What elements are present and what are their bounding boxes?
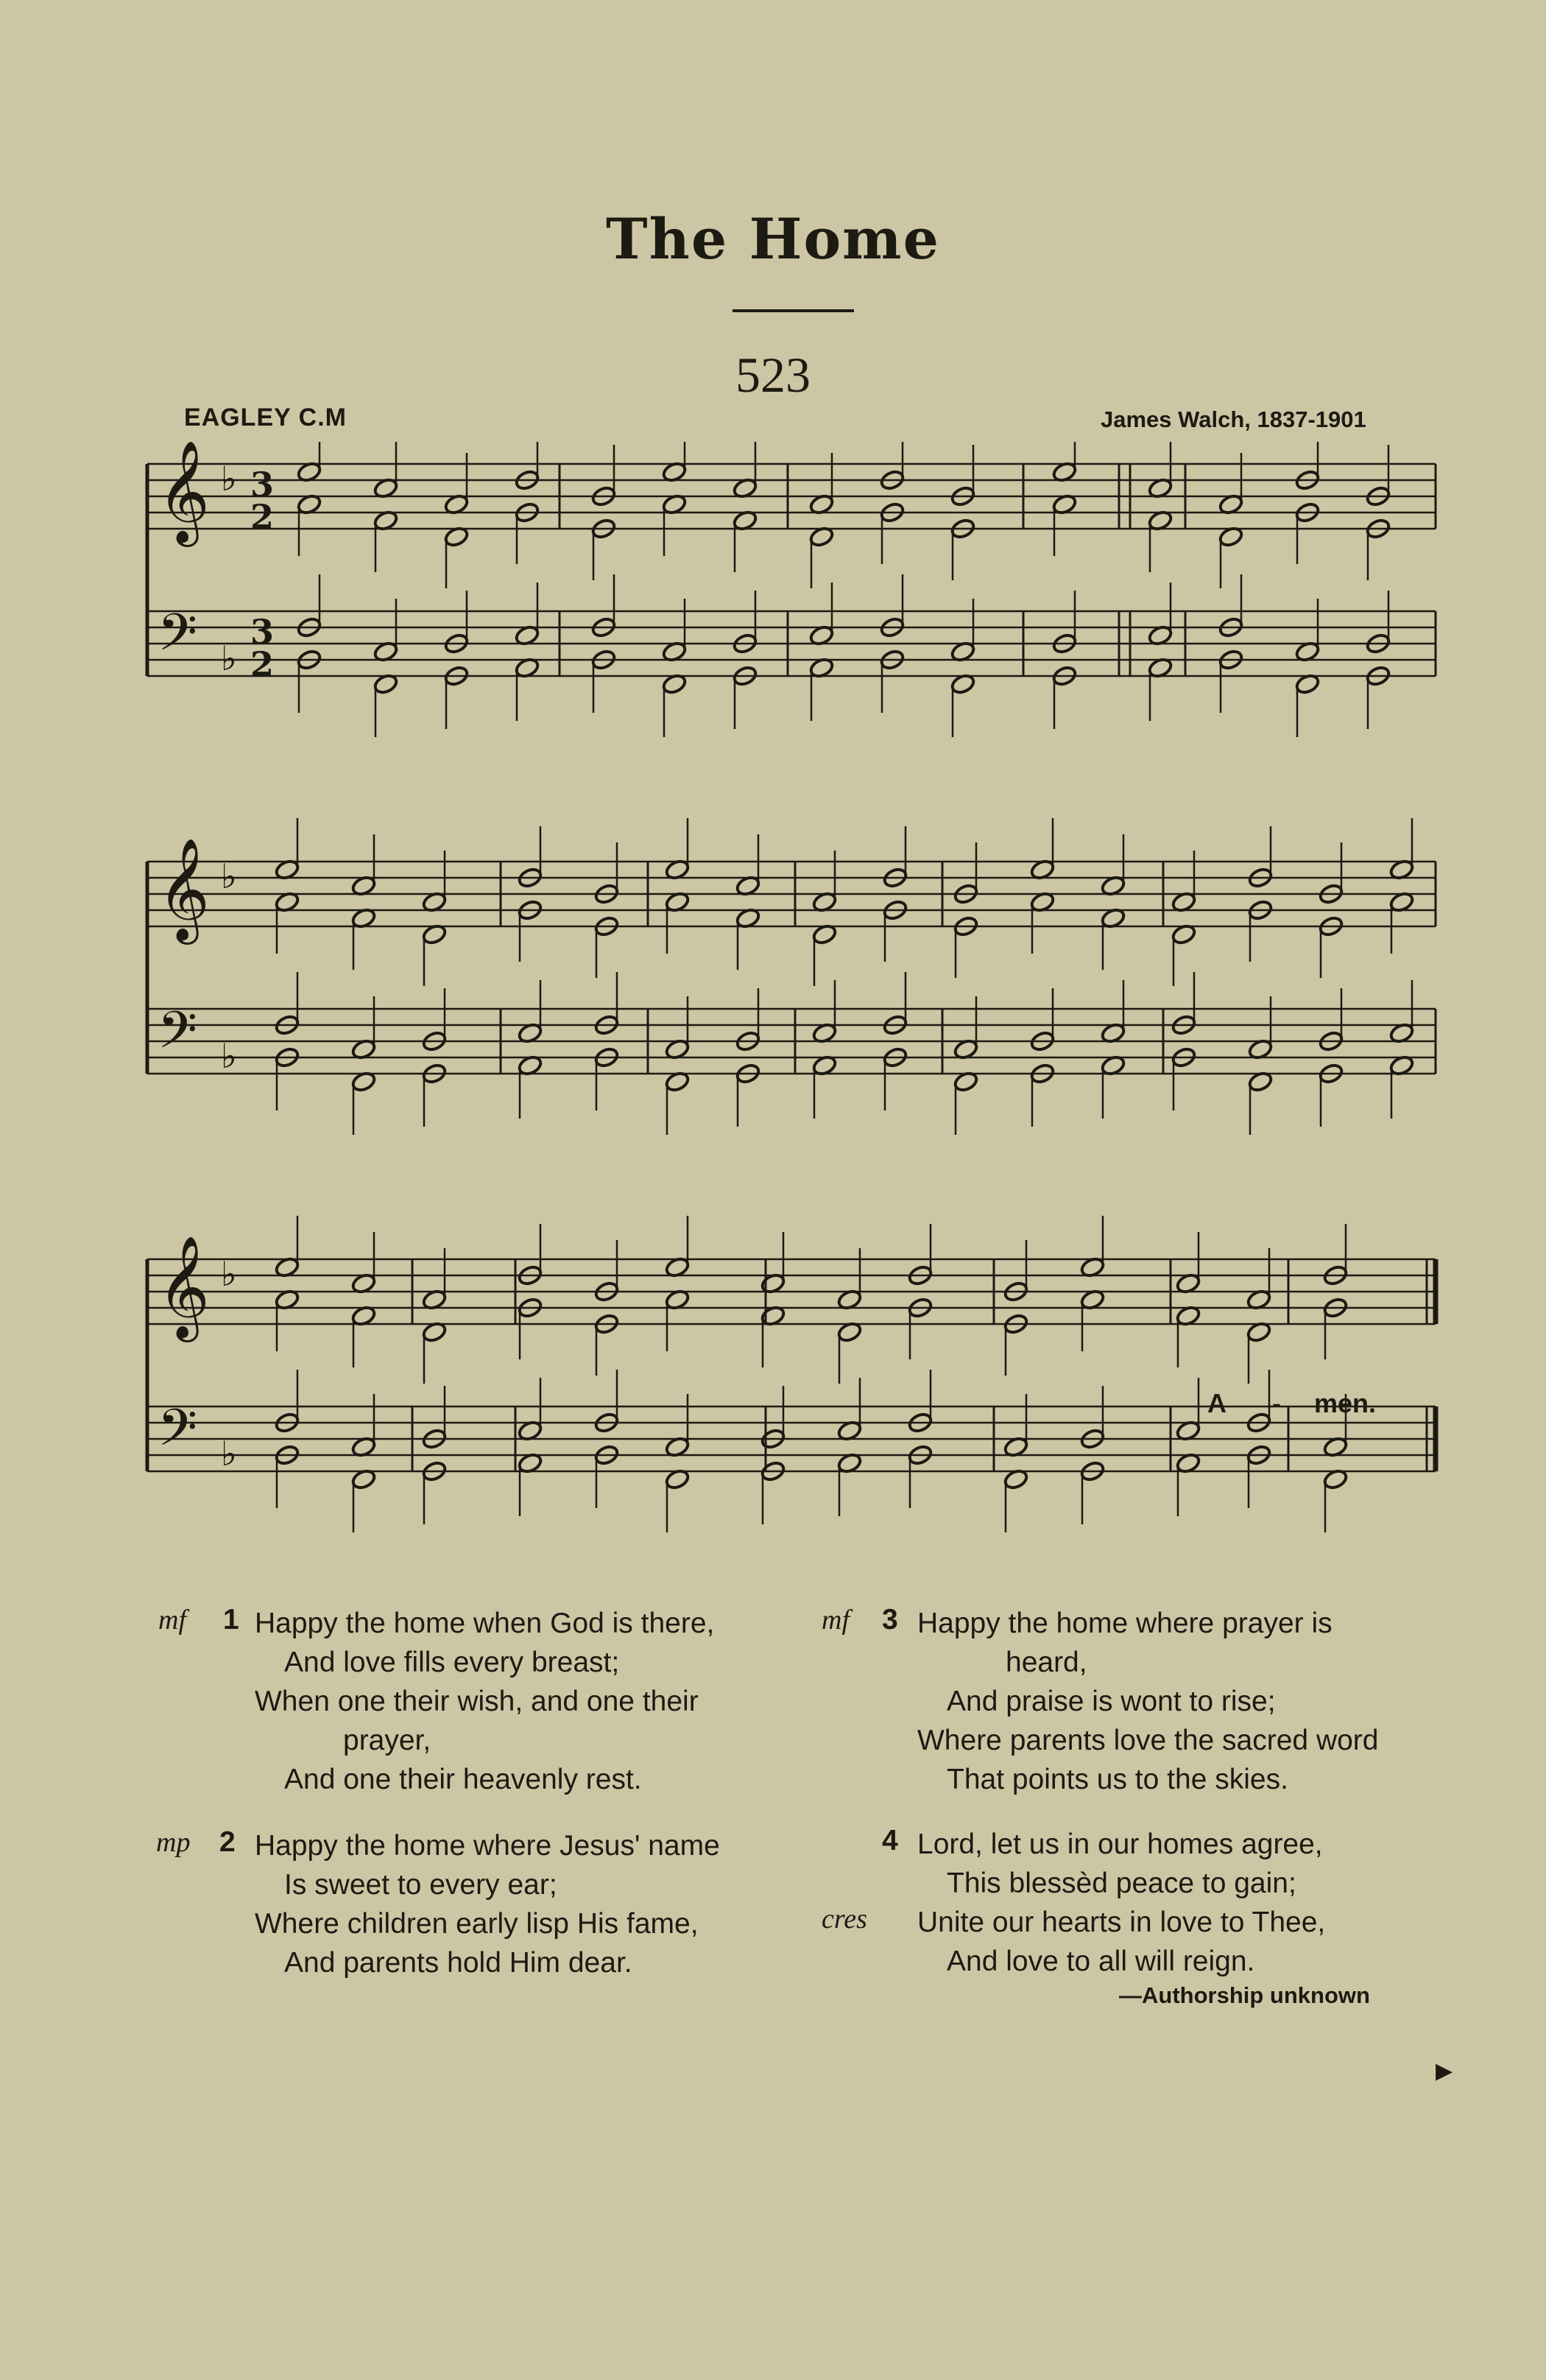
composer-credit: James Walch, 1837-1901 [1101, 406, 1366, 432]
right-arrow-icon: ▶ [1436, 2059, 1453, 2083]
verse-line: prayer, [343, 1725, 431, 1756]
time-signature: 2 [250, 497, 275, 537]
flat-sign: ♭ [221, 1434, 237, 1474]
amen-lyric-men: men. [1314, 1388, 1377, 1418]
verse-line: When one their wish, and one their [255, 1686, 699, 1717]
time-signature: 2 [250, 644, 275, 684]
attribution: —Authorship unknown [1119, 1982, 1370, 2008]
verse-number: 2 [219, 1826, 236, 1858]
verse-line: Where children early lisp His fame, [255, 1908, 699, 1940]
verse-number: 3 [882, 1604, 898, 1636]
verse-line: And parents hold Him dear. [284, 1947, 632, 1979]
bass-clef: 𝄢 [158, 1000, 198, 1072]
verse-line: And love fills every breast; [284, 1647, 620, 1678]
flat-sign: ♭ [221, 459, 237, 499]
bass-clef: 𝄢 [158, 1398, 198, 1470]
verse-line: That points us to the skies. [947, 1764, 1288, 1795]
verse-dynamic: mf [822, 1605, 850, 1636]
treble-clef: 𝄞 [158, 838, 210, 940]
bass-clef: 𝄢 [158, 602, 198, 675]
amen-lyric-a: A [1207, 1388, 1226, 1418]
verse-line: And love to all will reign. [947, 1946, 1255, 1977]
treble-clef: 𝄞 [158, 442, 210, 543]
time-signature: 3 [250, 465, 275, 504]
tune-name: EAGLEY C.M [184, 404, 347, 432]
flat-sign: ♭ [221, 638, 237, 678]
verse-line: And praise is wont to rise; [947, 1686, 1276, 1717]
verse-line: Is sweet to every ear; [284, 1869, 557, 1901]
time-signature: 3 [250, 612, 275, 652]
flat-sign: ♭ [221, 1254, 237, 1294]
hymn-number: 523 [735, 347, 811, 403]
verse-dynamic: mp [156, 1827, 191, 1858]
treble-clef: 𝄞 [158, 1236, 210, 1338]
verse-line: Happy the home where Jesus' name [255, 1830, 720, 1862]
verse-line: Happy the home when God is there, [255, 1608, 715, 1639]
verse-line: Happy the home where prayer is [917, 1608, 1333, 1639]
verse-line: heard, [1006, 1647, 1087, 1678]
amen-lyric-dash: - [1272, 1388, 1281, 1418]
verse-dynamic: cres [822, 1904, 867, 1934]
music-score [140, 442, 1450, 1561]
verse-line: Lord, let us in our homes agree, [917, 1828, 1323, 1860]
flat-sign: ♭ [221, 1036, 237, 1076]
verse-line: And one their heavenly rest. [284, 1764, 642, 1795]
verse-number: 4 [882, 1825, 898, 1856]
verse-dynamic: mf [158, 1605, 186, 1636]
title-divider [733, 309, 854, 312]
verse-line: This blessèd peace to gain; [947, 1867, 1296, 1899]
section-title: The Home [606, 206, 940, 272]
verse-line: Unite our hearts in love to Thee, [917, 1907, 1326, 1938]
flat-sign: ♭ [221, 856, 237, 896]
verse-number: 1 [223, 1604, 239, 1636]
verse-line: Where parents love the sacred word [917, 1725, 1379, 1756]
